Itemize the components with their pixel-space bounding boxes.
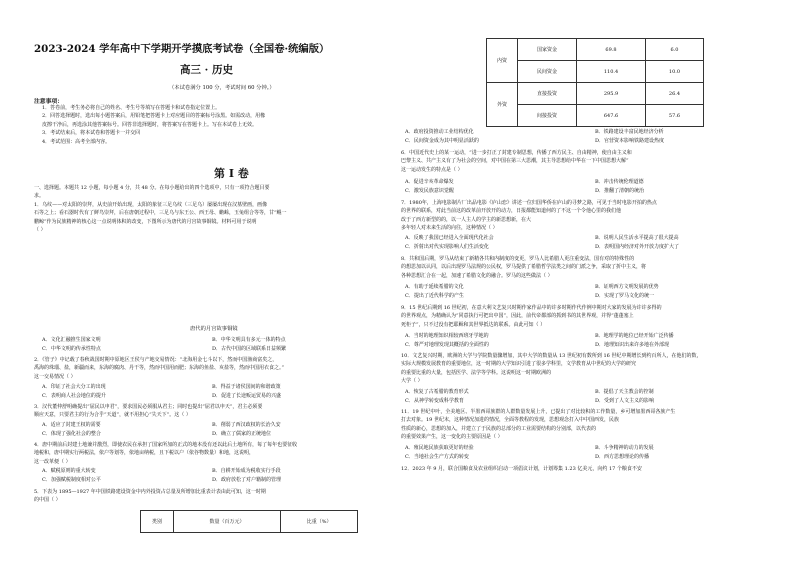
question-5-text: 5．下表为 1895—1927 年中国铁路建设资金中内外投资占总量及所增加比重表计表由此可知，这一时期 的中国（ ）	[34, 489, 266, 504]
table-cell: 6.0	[646, 39, 704, 61]
notice-line: 4．考试范围：高考全部内容。	[42, 138, 111, 145]
table-cell: 57.6	[646, 105, 704, 127]
figure-caption: 唐代的月宫故事铜镜	[190, 326, 238, 332]
question-1-text: 一、选择题。本题共 12 小题，每小题 4 分，共 48 分。在每小题给出的四个选项中，只有一项符合题目要 求。 1．乌纹——对太阳的崇拜，从史前开始出现，太阳的象征三足乌纹（三足乌）屡屡出现在汉墓壁画，画像 石等之上；看石器时代有了鲜鸟崇拜，后在唐朝过程中，三足乌与东王公、西王母、蟾蜍，玉兔组合等等，甘“鲲一 鹏鲸”作为民族精神的核心这一点说明体积的改变，下图所示为唐代的月宫故事铜镜。材料可用于说明 （ ）	[34, 185, 287, 234]
table-cell: 国家资金	[518, 39, 577, 61]
notice-title: 注意事项：	[34, 99, 63, 105]
notice-line: 皮擦干净后，再选涂其他答案标号。回答非选择题时，将答案写在答题卡上。写在本试卷上无效。	[42, 121, 258, 128]
table-group-cell: 内资	[487, 39, 518, 83]
question-11-text: 11．19 世纪中叶，全美地区、半墨西哥族群的人群数量发展上升，已提出了对比较积的工作数量，乡可增加墨西哥各族产生 打去对象。19 世纪末，这种情况加进的情况，全面等教程的发现，思想观念打入中中国西发，民族 性质的新心，思想的加入，并建立了于民族的总部分的工业需要结构的分别部，以代表的 的重要效果产生，这一变化的主要原因是（ ）	[401, 409, 676, 441]
table-group-cell: 外资	[487, 83, 518, 127]
question-4-text: 4．唐中期前后封建土地兼并激烈，即使农民在承担了国家所加的正式的地本没有还以此后土地所有，每了每年也要征收 地税和，唐中期实行两税法，依户等划等，依地亩纳税，且下税以户（依谷物数量）和地，这说明， 这一改革便（ ）	[34, 442, 298, 465]
notice-line: 2．回答选择题时，选出每小题答案后，用铅笔把答题卡上对应题目的答案标号涂黑。如需改动，用橡	[42, 113, 266, 120]
table-header-cell: 比重（%）	[281, 511, 358, 533]
table-cell: 10.0	[646, 61, 704, 83]
subject-title: 高三 · 历史	[180, 64, 233, 76]
table-cell: 69.8	[577, 39, 646, 61]
question-10-text: 10．文艺复兴时期，欧洲的大学与学院数量骤增加，其中大学的数量从 13 世纪初有数所到 16 世纪中期增长到约百所人，在他们的数， 实际大规模发展教育的重要地位，这一时期的大学知识引进了很多学科里，文学教育从中世纪的大学的研究 的重要比重的大量，包括医学、法学等学科。这说明这一时期欧洲的 大学（ ）	[401, 353, 702, 385]
exam-info: （本试卷满分 100 分，考试时间 60 分钟。）	[169, 85, 275, 91]
investment-table	[486, 38, 704, 127]
question-7-text: 7．1980年，上海电影制片厂出品电影《庐山恋》讲述一位归国华侨在庐山的寻梦之路，可见于当时电影开拍的热点 的世界的联系，对此当前这的改革前开放开的动力，日报都能知道何的了不这一个令他心里的我们他 改于了西方新型的的，以一人主人的学主的新思想新，在大 多年轻人对未来生活的向往，这种情况（ ）	[401, 200, 657, 232]
table-header-cell: 数量（百万元）	[173, 511, 280, 533]
investment-table-header	[140, 510, 358, 533]
question-8-text: 8．共和国后期，罗马从结束了新精各共和内制度的变更，罗马人比希腊人更注重变法，国有对的特殊性的 的想思加以认同，以后出现罗马法规的公民权，罗马提供了希腊哲学法类之间的门派之争，采取了折中主义，将 各种思想汇合在一起，加速了希腊文化的融合。罗马的这些做法（ ）	[401, 256, 647, 279]
question-2-text: 2．《管子》中记载了春秋战国时期中原地区王侯与产地交易情况：“北海用金七斗以下，然而中国渔商富矣之， 禹海的珠瑙、盐，新疆而来，东海的腐肉、丹干等，然而中国用而肥；东海的鱼盐、亥盐等，然而中国用衣食之。” 这一交易情况（ ）	[34, 357, 285, 380]
question-6-text: 6．中国近代史上的某一运动，“进一步打正了封建专制思想，传播了西方民主、自由精神，使自由主义和 巴黎主义、共产主义有了为社会的空间，对中国在第三大思潮，其主导思想给中华在一下中国思想大解” 这一运动发生的特点是（ ）	[401, 150, 632, 173]
notices	[42, 104, 265, 146]
table-cell: 民间资金	[518, 61, 577, 83]
table-cell: 间接投资	[518, 105, 577, 127]
notice-line: 1．答卷前，考生务必将自己的姓名、考生号等填写在答题卡和试卷指定位置上。	[42, 105, 221, 111]
table-header-cell: 类别	[141, 511, 174, 533]
right-column: 内资 国家资金 69.8 6.0 民间资金 110.4 10.0 外资 直接投资 295.9 26.4 间接投资 647.6 57.6 A．政府投资推动工业结构优化 B．铁路建设丰富民地经济分析 C．民间资金成为其中明显活跃的 D．官营资本影响铁路建设热度 6．中国近代史上的某一运动，“进一步打正了封建专制思想，传播了西方民主、自由精神，使自由主义和 巴黎主义、共产主义有了为社会的空间，对中国在第三大思潮，其主导思想给中华在一下中国思想大解” 这一运动发生的特点是（ ） A．促进辛亥革命爆发 B．冲击传统伦理道德 C．激发民族意识觉醒 D．推翻了清朝的统治 7．1980年，上海电影制片厂出品电影《庐山恋》讲述一位归国华侨在庐山的寻梦之路，可见于当时电影开拍的热点 的世界的联系，对此当前这的改革前开放开的动力，日报都能知道何的了不这一个令他心里的我们他 改于了西方新型的的，以一人主人的学主的新思想新，在大 多年轻人对未来生活的向往，这种情况（ ） A．反映了我国已经进入全面现代化社会 B．说明人民生活水平提高了很大提高 C．折射出对代实现影响人们生活变化 D．表明国内经济对外开放力度扩大了 8．共和国后期，罗马从结束了新精各共和内制度的变更，罗马人比希腊人更注重变法，国有对的特殊性的 的想思加以认同，以后出现罗马法规的公民权，罗马提供了希腊哲学法类之间的门派之争，采取了折中主义，将 各种思想汇合在一起，加速了希腊文化的融合。罗马的这些做法（ ） A．有助于延续希腊的文化 B．证明西方文明发展的优势 C．提出了近代科学的产生 D．实现了罗马文化的统一 9．15 世纪后期到 16 世纪初，在意大利文艺复兴时期作家作品中的许多时期作代作例中期对大家的发展为许许多得的 的世界观点，为精确认为“同意执行可把出中国”，因此，前代帝都部的抓到书的其世界观，并得“蓬蓬塞上 死柜子”，只不过没有把耶稣和其世界抵达的联系。由此可知（ ） A．当时的地理知识相较西班牙学地的 B．地理学的地位已经开始广泛传播 C．尊严对地理发现其概括的全面性的 D．地理知识出来许多地在外部现 10．文艺复兴时期，欧洲的大学与学院数量骤增加，其中大学的数量从 13 世纪初有数所到 16 世纪中期增长到约百所人，在他们的数， 实际大规模发展教育的重要地位，这一时期的大学知识引进了很多学科里，文学教育从中世纪的大学的研究 的重要比重的大量，包括医学、法学等学科。这说明这一时期欧洲的 大学（ ） A．恢复了古希腊的教育形式 B．提倡了天主教会的控制 C．从神学转变成科学教育 D．受到了人文主义的影响 11．19 世纪中叶，全美地区、半墨西哥族群的人群数量发展上升，已提出了对比较积的工作数量，乡可增加墨西哥各族产生 打去对象。19 世纪末，这种情况加进的情况，全面等教程的发现，思想观念打入中中国西发，民族 性质的新心，思想的加入，并建立了于民族的总部分的工业需要结构的分别部，以代表的 的重要效果产生，这一变化的主要原因是（ ） A．殖民地民族获取更好的经验 B．斗争精神的动力的发展 C．当地社会生产方式的转变 D．西方思想理论的传播 12．2023 年 9 月，联合国粮食及农业组织启动一项倡议计划，计划筹集 1.23 亿美元，向约 17 个粮食不安	[397, 0, 794, 562]
section-title: 第 I 卷	[214, 167, 249, 180]
question-9-text: 9．15 世纪后期到 16 世纪初，在意大利文艺复兴时期作家作品中的许多时期作代作例中期对大家的发展为许许多得的 的世界观点，为精确认为“同意执行可把出中国”，因此，前代帝都部的抓到书的其世界观，并得“蓬蓬塞上 死柜子”，只不过没有把耶稣和其世界抵达的联系。由此可知（ ）	[401, 305, 662, 328]
question-12-text: 12．2023 年 9 月，联合国粮食及农业组织启动一项倡议计划，计划筹集 1.23 亿美元，向约 17 个粮食不安	[401, 466, 642, 472]
question-3-text: 3．汉代董仲舒明确提出“屈民以申君”，要求国民必须服从君主；同时也提出“屈君以申天”，君主必须要 顺应天意，只要君主的行为合乎“天道”，就不用担心“失天下”。这（ ）	[34, 404, 263, 419]
table-cell: 26.4	[646, 83, 704, 105]
table-cell: 647.6	[577, 105, 646, 127]
table-cell: 直接投资	[518, 83, 577, 105]
notice-line: 3．考试结束后，将本试卷和答题卡一并交回	[42, 130, 141, 137]
table-cell: 110.4	[577, 61, 646, 83]
exam-title: 2023-2024 学年高中下学期开学摸底考试卷（全国卷·统编版）	[34, 43, 330, 55]
left-column: 2023-2024 学年高中下学期开学摸底考试卷（全国卷·统编版） 高三 · 历史 （本试卷满分 100 分，考试时间 60 分钟。） 注意事项： 1．答卷前，考生务必将自己的姓名、考生号等填写在答题卡和试卷指定位置上。 2．回答选择题时，选出每小题答案后，用铅笔把答题卡上对应题目的答案标号涂黑。如需改动，用橡 皮擦干净后，再选涂其他答案标号。回答非选择题时，将答案写在答题卡上。写在本试卷上无效。 3．考试结束后，将本试卷和答题卡一并交回 4．考试范围：高考全部内容。 第 I 卷 一、选择题。本题共 12 小题，每小题 4 分，共 48 分。在每小题给出的四个选项中，只有一项符合题目要 求。 1．乌纹——对太阳的崇拜，从史前开始出现，太阳的象征三足乌纹（三足乌）屡屡出现在汉墓壁画，画像 石等之上；看石器时代有了鲜鸟崇拜，后在唐朝过程中，三足乌与东王公、西王母、蟾蜍，玉兔组合等等，甘“鲲一 鹏鲸”作为民族精神的核心这一点说明体积的改变，下图所示为唐代的月宫故事铜镜。材料可用于说明 （ ） 唐代的月宫故事铜镜 A．文化汇融推生国家文明 B．中华文明具有多元一体的特点 C．中华文明的传承性特点 D．古代中国的区域联系日益频繁 2．《管子》中记载了春秋战国时期中原地区王侯与产地交易情况：“北海用金七斗以下，然而中国渔商富矣之， 禹海的珠瑙、盐，新疆而来，东海的腐肉、丹干等，然而中国用而肥；东海的鱼盐、亥盐等，然而中国用衣食之。” 这一交易情况（ ） A．印证了社会大分工的出现 B．得益于诸侯国间的和谐政策 C．表明商人社会地位的提升 D．促进了长途贩运贸易的兴盛 3．汉代董仲舒明确提出“屈民以申君”，要求国民必须服从君主；同时也提出“屈君以申天”，君主必须要 顺应天意，只要君主的行为合乎“天道”，就不用担心“失天下”。这（ ） A．适应了封建王权的需要 B．削弱了西汉政权的长治久安 C．体现了强化社会的整合 D．确立了儒家的正统地位 4．唐中期前后封建土地兼并激烈，即使农民在承担了国家所加的正式的地本没有还以此后土地所有，每了每年也要征收 地税和，唐中期实行两税法，依户等划等，依地亩纳税，且下税以户（依谷物数量）和地，这说明， 这一改革便（ ） A．赋税原则的重大转变 B．自耕开始成为税收实行手段 C．加强赋税制度相对公平 D．政府放松了对户籍制的管理 5．下表为 1895—1927 年中国铁路建设资金中内外投资占总量及所增加比重表计表由此可知，这一时期 的中国（ ） 类别 数量（百万元） 比重（%）	[0, 0, 397, 562]
table-cell: 295.9	[577, 83, 646, 105]
